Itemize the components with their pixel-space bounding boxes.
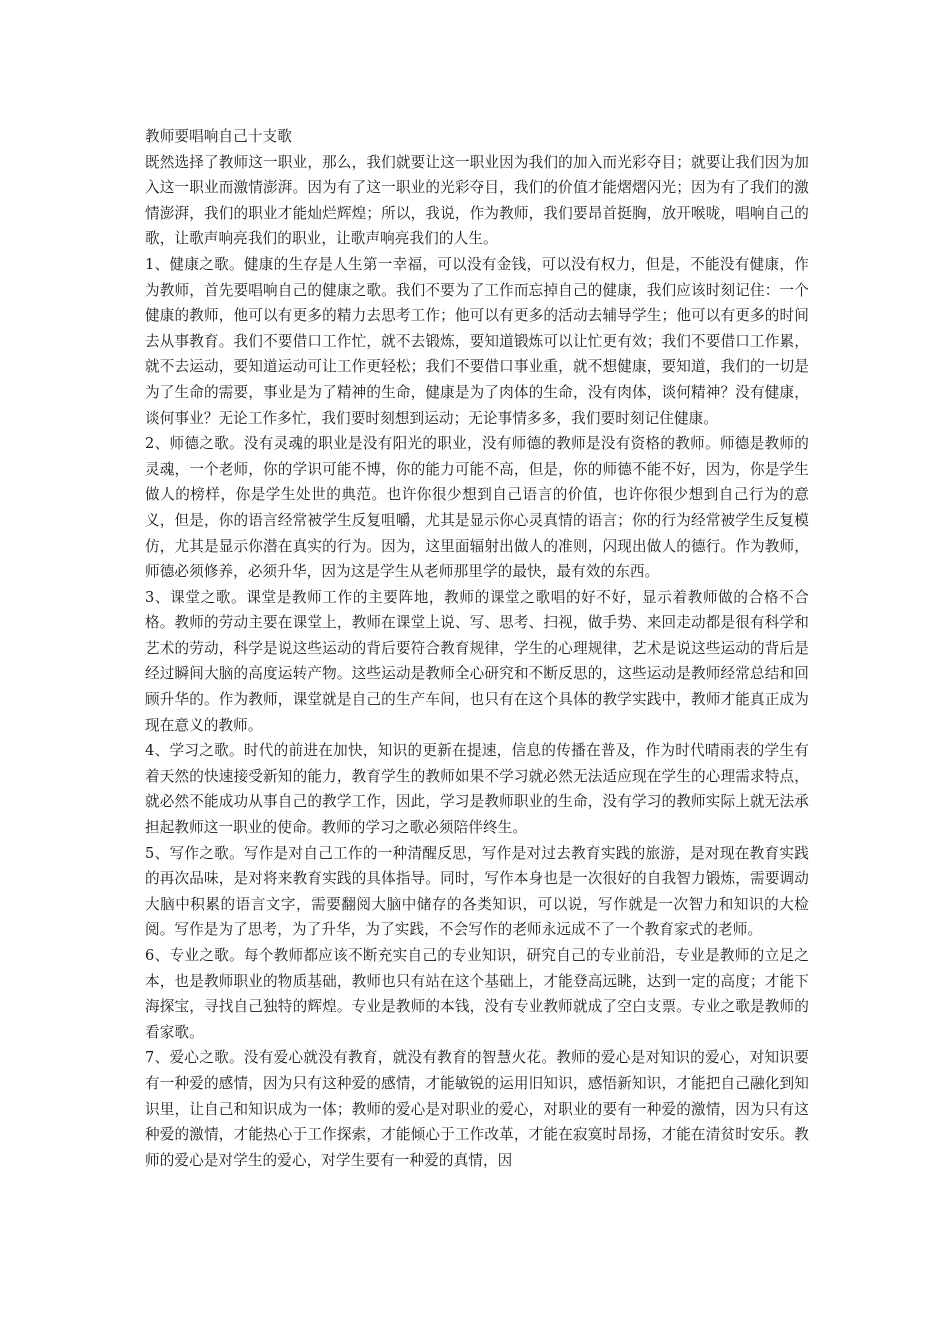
- document-title: 教师要唱响自己十支歌: [145, 128, 292, 145]
- paragraph-health-song: 1、健康之歌。健康的生存是人生第一幸福，可以没有金钱，可以没有权力，但是，不能没有健康，作为教师，首先要唱响自己的健康之歌。我们不要为了工作而忘掉自己的健康，我们应该时刻记住：一个健康的教师，他可以有更多的精力去思考工作；他可以有更多的活动去辅导学生；他可以有更多的时间去从事教育。我们不要借口工作忙，就不去锻炼，要知道锻炼可以让忙更有效；我们不要借口工作累，就不去运动，要知道运动可让工作更轻松；我们不要借口事业重，就不想健康，要知道，我们的一切是为了生命的需要，事业是为了精神的生命，健康是为了肉体的生命，没有肉体，谈何精神？没有健康，谈何事业？无论工作多忙，我们要时刻想到运动；无论事情多多，我们要时刻记住健康。: [145, 255, 809, 427]
- paragraph-learning-song: 4、学习之歌。时代的前进在加快，知识的更新在提速，信息的传播在普及，作为时代晴雨表的学生有着天然的快速接受新知的能力，教育学生的教师如果不学习就必然无法适应现在学生的心理需求特点，就必然不能成功从事自己的教学工作，因此，学习是教师职业的生命，没有学习的教师实际上就无法承担起教师这一职业的使命。教师的学习之歌必须陪伴终生。: [145, 742, 809, 837]
- paragraph-love-song: 7、爱心之歌。没有爱心就没有教育，就没有教育的智慧火花。教师的爱心是对知识的爱心，对知识要有一种爱的感情，因为只有这种爱的感情，才能敏锐的运用旧知识，感悟新知识，才能把自己融化到知识里，让自己和知识成为一体；教师的爱心是对职业的爱心，对职业的要有一种爱的激情，因为只有这种爱的激情，才能热心于工作探索，才能倾心于工作改革，才能在寂寞时昂扬，才能在清贫时安乐。教师的爱心是对学生的爱心，对学生要有一种爱的真情，因: [145, 1049, 809, 1169]
- paragraph-classroom-song: 3、课堂之歌。课堂是教师工作的主要阵地，教师的课堂之歌唱的好不好，显示着教师做的合格不合格。教师的劳动主要在课堂上，教师在课堂上说、写、思考、扫视，做手势、来回走动都是很有科学和艺术的劳动，科学是说这些运动的背后要符合教育规律，学生的心理规律，艺术是说这些运动的背后是经过瞬间大脑的高度运转产物。这些运动是教师全心研究和不断反思的，这些运动是教师经常总结和回顾升华的。作为教师，课堂就是自己的生产车间，也只有在这个具体的教学实践中，教师才能真正成为现在意义的教师。: [145, 588, 809, 734]
- paragraph-intro: 既然选择了教师这一职业，那么，我们就要让这一职业因为我们的加入而光彩夺目；就要让我们因为加入这一职业而激情澎湃。因为有了这一职业的光彩夺目，我们的价值才能熠熠闪光；因为有了我们的激情澎湃，我们的职业才能灿烂辉煌；所以，我说，作为教师，我们要昂首挺胸，放开喉咙，唱响自己的歌，让歌声响亮我们的职业，让歌声响亮我们的人生。: [145, 153, 809, 248]
- document-page: [145, 124, 809, 1173]
- paragraph-writing-song: 5、写作之歌。写作是对自己工作的一种清醒反思，写作是对过去教育实践的旅游，是对现在教育实践的再次品味，是对将来教育实践的具体指导。同时，写作本身也是一次很好的自我智力锻炼，需要调动大脑中积累的语言文字，需要翻阅大脑中储存的各类知识，可以说，写作就是一次智力和知识的大检阅。写作是为了思考，为了升华，为了实践，不会写作的老师永远成不了一个教育家式的老师。: [145, 844, 809, 939]
- paragraph-ethics-song: 2、师德之歌。没有灵魂的职业是没有阳光的职业，没有师德的教师是没有资格的教师。师德是教师的灵魂，一个老师，你的学识可能不博，你的能力可能不高，但是，你的师德不能不好，因为，你是学生做人的榜样，你是学生处世的典范。也许你很少想到自己语言的价值，也许你很少想到自己行为的意义，但是，你的语言经常被学生反复咀嚼，尤其是显示你心灵真情的语言；你的行为经常被学生反复模仿，尤其是显示你潜在真实的行为。因为，这里面辐射出做人的准则，闪现出做人的德行。作为教师，师德必须修养，必须升华，因为这是学生从老师那里学的最快，最有效的东西。: [145, 435, 809, 581]
- paragraph-professional-song: 6、专业之歌。每个教师都应该不断充实自己的专业知识，研究自己的专业前沿，专业是教师的立足之本，也是教师职业的物质基础，教师也只有站在这个基础上，才能登高远眺，达到一定的高度；才能下海探宝，寻找自己独特的辉煌。专业是教师的本钱，没有专业教师就成了空白支票。专业之歌是教师的看家歌。: [145, 947, 809, 1041]
